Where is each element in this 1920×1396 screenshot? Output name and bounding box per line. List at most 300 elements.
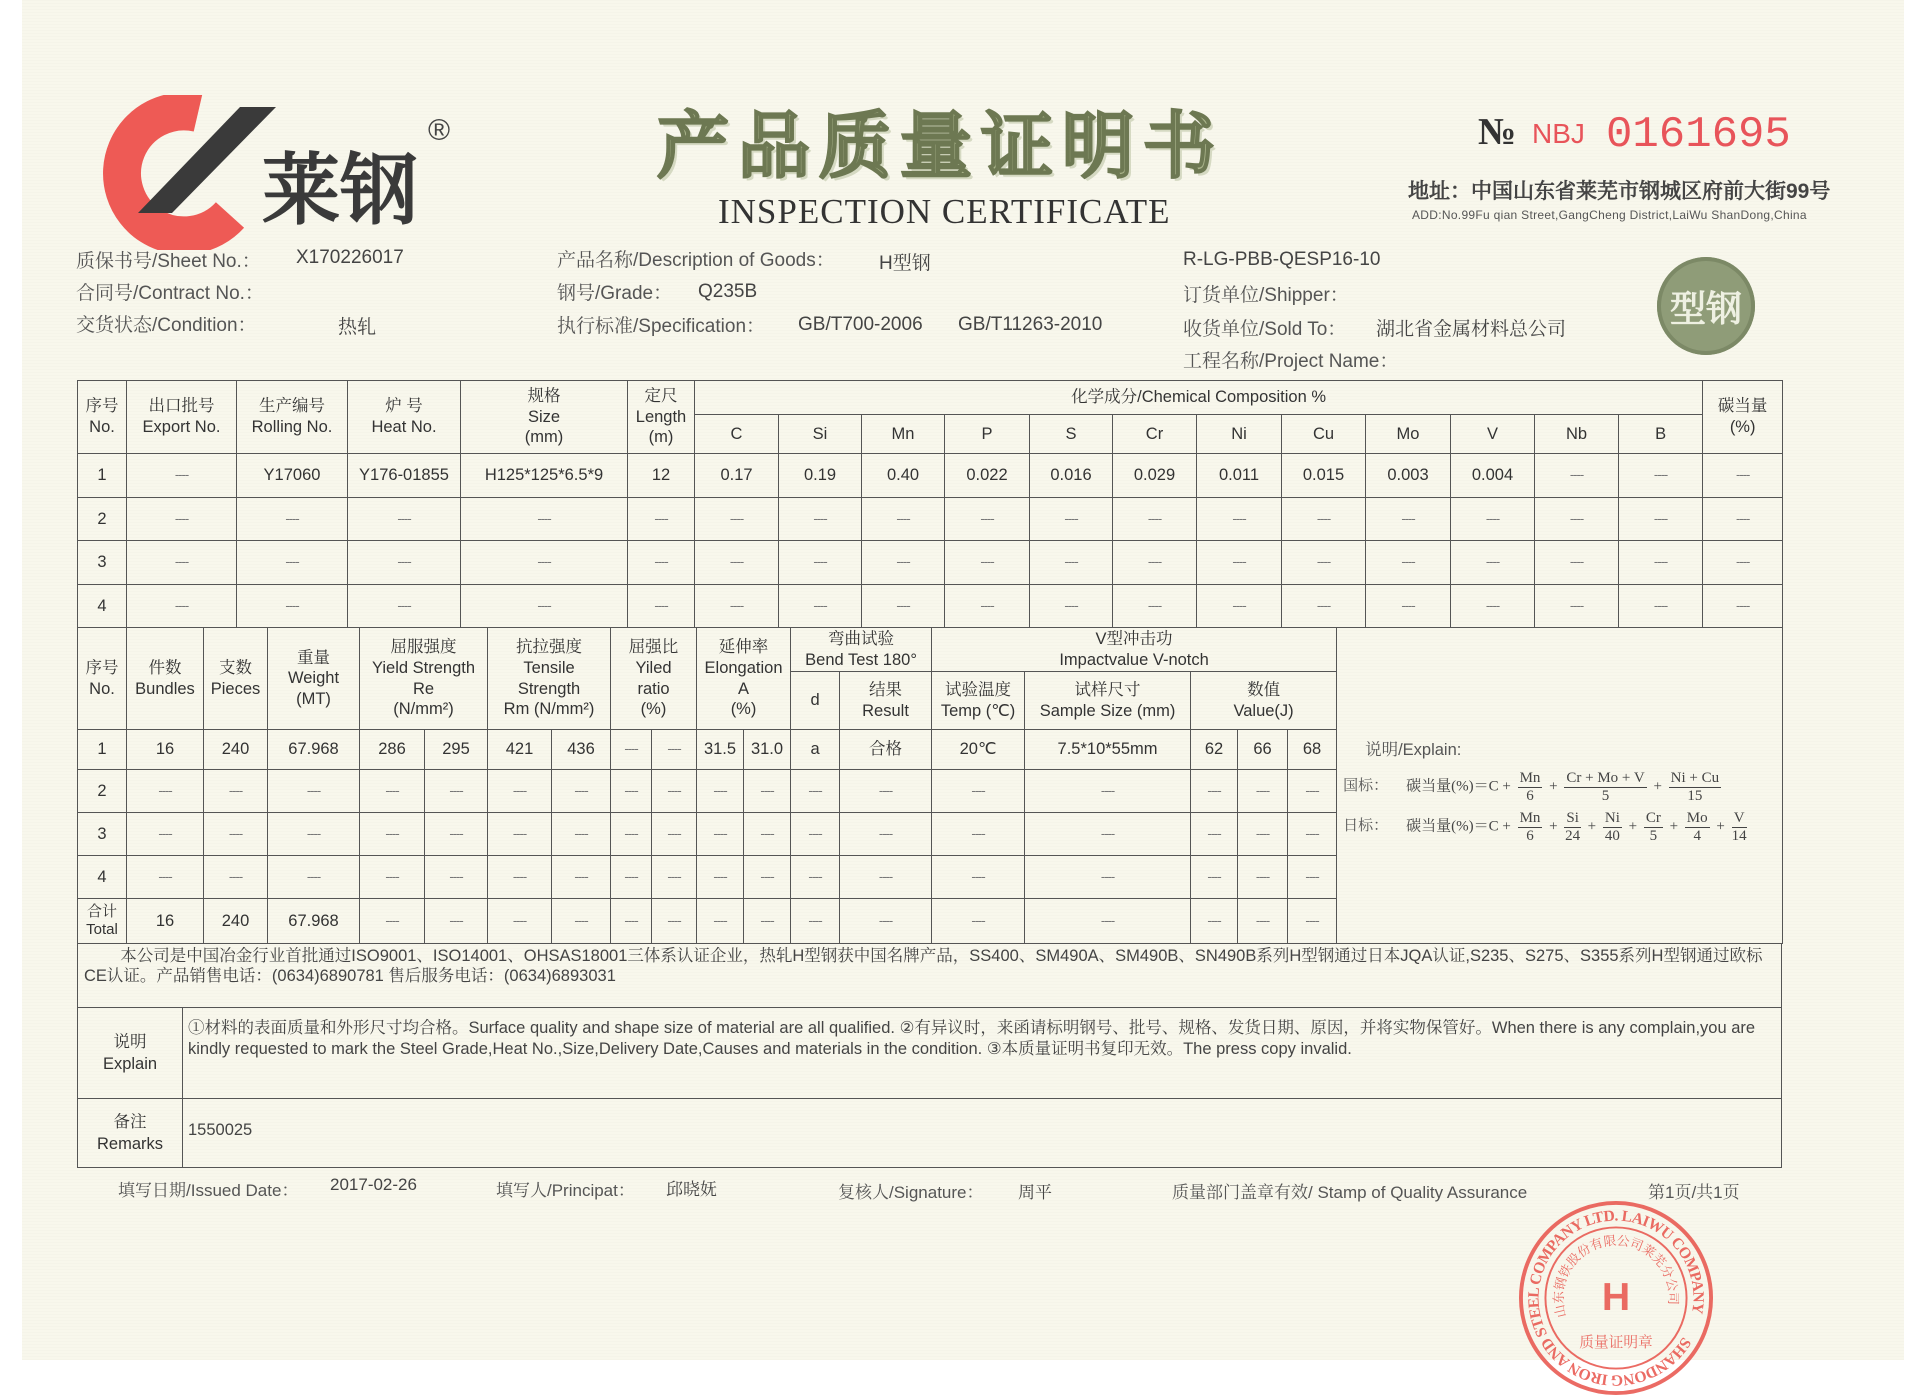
mech-cell: ---- [791, 856, 840, 899]
denominator: 40 [1604, 827, 1620, 844]
address-en: ADD:No.99Fu qian Street,GangCheng District,LaiWu ShanDong,China [1412, 208, 1807, 222]
mech-cell: ---- [1025, 813, 1191, 856]
chem-cell: ---- [1619, 498, 1703, 541]
chem-cell: ---- [1030, 541, 1113, 585]
formula-label: 日标： [1343, 817, 1389, 835]
mech-cell: ---- [127, 813, 204, 856]
chem-cell: ---- [1113, 498, 1197, 541]
mech-cell: ---- [425, 856, 488, 899]
mech-cell: 31.5 [697, 730, 744, 770]
mech-cell: ---- [611, 856, 652, 899]
chem-row [78, 498, 1783, 541]
remarks-label-cn: 备注 [113, 1112, 147, 1131]
grade-label: 钢号/Grade： [557, 283, 673, 304]
chem-cell: ---- [461, 585, 628, 628]
chem-cell: 0.022 [945, 454, 1030, 498]
numerator: Cr [1645, 810, 1661, 826]
mech-cell: ---- [360, 856, 425, 899]
header-carbon-equivalent: 碳当量 (%) [1703, 381, 1783, 454]
numerator: Si [1566, 810, 1579, 826]
chem-cell: 0.015 [1282, 454, 1366, 498]
fraction [1564, 770, 1646, 804]
formula-label: 国标： [1343, 777, 1389, 795]
registered-mark: ® [428, 114, 451, 147]
grade-value: Q235B [698, 281, 758, 302]
chem-cell: 0.011 [1197, 454, 1282, 498]
explain-text: ①材料的表面质量和外形尺寸均合格。Surface quality and shape size of material are all qualified. ②有异议时，来函请标明钢号、批号、规格、发货日期、原因，并将实物保管好。When there is any complain,you are kindly requested to mark the Steel Grade,Heat No.,Size,Delivery Date,Causes and materials in the condition. ③本质量证明书复印无效。The press copy invalid. [188, 1019, 1756, 1058]
mech-cell: ---- [697, 856, 744, 899]
mech-cell: ---- [791, 813, 840, 856]
chem-row [78, 541, 1783, 585]
mech-cell: 295 [425, 730, 488, 770]
chem-cell: 3 [78, 541, 127, 585]
denominator: 6 [1526, 827, 1534, 844]
mech-cell: 1 [78, 730, 127, 770]
header-export-no: 出口批号 Export No. [127, 381, 237, 454]
logo-text: 莱钢 [262, 146, 419, 236]
denominator: 14 [1731, 827, 1747, 844]
chem-cell: ---- [127, 541, 237, 585]
mech-cell: ---- [425, 770, 488, 813]
chem-cell: ---- [628, 541, 695, 585]
header-element-ni: Ni [1197, 415, 1282, 454]
mech-cell: 421 [488, 730, 552, 770]
mech-cell: ---- [268, 770, 360, 813]
header-bend-d: d [791, 672, 840, 730]
header-element-si: Si [779, 415, 862, 454]
header-bundles: 件数 Bundles [127, 628, 204, 730]
chem-cell: ---- [1619, 585, 1703, 628]
header-bend-result: 结果 Result [840, 672, 932, 730]
mech-cell: ---- [697, 770, 744, 813]
mech-cell: ---- [1288, 770, 1337, 813]
header-element-cu: Cu [1282, 415, 1366, 454]
chem-cell: ---- [1703, 541, 1783, 585]
numerator: Ni [1604, 810, 1620, 826]
title-cn: 产品质量证明书 [657, 104, 1225, 188]
mech-cell: 68 [1288, 730, 1337, 770]
chem-cell: ---- [1535, 541, 1619, 585]
mech-cell: 16 [127, 730, 204, 770]
mech-cell: ---- [652, 813, 697, 856]
mech-cell: ---- [932, 899, 1025, 944]
chem-cell: ---- [1030, 498, 1113, 541]
stamp-bottom: 质量证明章 [1579, 1334, 1653, 1351]
mech-cell: ---- [744, 899, 791, 944]
mech-cell: 67.968 [268, 899, 360, 944]
chem-cell: ---- [127, 585, 237, 628]
header-element-nb: Nb [1535, 415, 1619, 454]
chem-cell: ---- [1451, 585, 1535, 628]
denominator: 6 [1526, 787, 1534, 804]
chem-cell: Y176-01855 [348, 454, 461, 498]
address-cn: 地址：中国山东省莱芜市钢城区府前大街99号 [1408, 180, 1831, 203]
mech-cell: ---- [552, 856, 611, 899]
header-impact-value: V型冲击功 Impactvalue V-notch [932, 628, 1337, 672]
numerator: Mo [1686, 810, 1708, 826]
chem-cell: ---- [1282, 541, 1366, 585]
stamp-center: H [1601, 1275, 1631, 1319]
plus-sign: + [1649, 778, 1666, 795]
plus-sign: + [1498, 778, 1515, 795]
mech-cell: ---- [744, 856, 791, 899]
mech-cell: ---- [360, 813, 425, 856]
numerator: Cr + Mo + V [1566, 770, 1645, 786]
header-weight: 重量 Weight (MT) [268, 628, 360, 730]
mech-cell: ---- [204, 856, 268, 899]
chem-cell: ---- [779, 541, 862, 585]
chem-cell: ---- [127, 454, 237, 498]
carbon-equivalent-explain [1337, 628, 1783, 944]
mech-cell: ---- [1238, 856, 1288, 899]
mech-cell: a [791, 730, 840, 770]
chem-cell: ---- [945, 585, 1030, 628]
chem-cell: ---- [1535, 498, 1619, 541]
mech-cell: 3 [78, 813, 127, 856]
mech-cell: 合计 Total [78, 899, 127, 944]
laigang-logo-icon [80, 95, 280, 250]
denominator: 4 [1693, 827, 1701, 844]
mech-cell: ---- [360, 899, 425, 944]
fraction [1685, 810, 1710, 844]
mech-cell: ---- [360, 770, 425, 813]
remarks-value: 1550025 [188, 1121, 253, 1139]
signature-value: 周平 [1018, 1183, 1052, 1202]
formula-0 [1343, 770, 1750, 804]
chem-cell: ---- [1535, 585, 1619, 628]
stamp-inner-text: 山东钢铁股份有限公司莱芜分公司 [1552, 1233, 1680, 1319]
chem-row [78, 585, 1783, 628]
plus-sign: + [1583, 818, 1600, 835]
chem-cell: ---- [628, 585, 695, 628]
mech-cell: 合格 [840, 730, 932, 770]
chem-cell: 0.19 [779, 454, 862, 498]
header-length: 定尺 Length (m) [628, 381, 695, 454]
chem-cell: 2 [78, 498, 127, 541]
sheet-no-value: X170226017 [296, 247, 404, 268]
mech-cell: ---- [488, 899, 552, 944]
quality-stamp-icon [1516, 1200, 1716, 1396]
mech-cell: ---- [204, 813, 268, 856]
chem-cell: 0.029 [1113, 454, 1197, 498]
formula-list [1343, 770, 1750, 850]
fraction [1518, 770, 1543, 804]
chem-cell: ---- [628, 498, 695, 541]
sheet-no-label: 质保书号/Sheet No.： [76, 251, 261, 272]
header-element-cr: Cr [1113, 415, 1197, 454]
header-pieces: 支数 Pieces [204, 628, 268, 730]
mechanical-properties-table [77, 627, 1783, 944]
chem-cell: 0.016 [1030, 454, 1113, 498]
fraction [1669, 770, 1721, 804]
chem-cell: ---- [945, 498, 1030, 541]
chem-cell: ---- [1197, 498, 1282, 541]
mech-cell: ---- [1191, 770, 1238, 813]
principal-label: 填写人/Principat： [496, 1181, 635, 1200]
chem-cell: 12 [628, 454, 695, 498]
mech-cell: 31.0 [744, 730, 791, 770]
chem-cell: ---- [1366, 498, 1451, 541]
mech-cell: ---- [1238, 899, 1288, 944]
chem-cell: H125*125*6.5*9 [461, 454, 628, 498]
chem-cell: ---- [461, 541, 628, 585]
chem-cell: ---- [237, 498, 348, 541]
chem-cell: ---- [1703, 585, 1783, 628]
chem-cell: ---- [237, 541, 348, 585]
plus-sign: + [1498, 818, 1515, 835]
remarks-label [78, 1098, 183, 1167]
header-heat-no: 炉 号 Heat No. [348, 381, 461, 454]
sold-to-value: 湖北省金属材料总公司 [1376, 319, 1567, 340]
header-element-c: C [695, 415, 779, 454]
header-element-mo: Mo [1366, 415, 1451, 454]
fraction [1644, 810, 1663, 844]
mech-cell: ---- [1238, 813, 1288, 856]
mech-cell: ---- [652, 856, 697, 899]
plus-sign: + [1624, 818, 1641, 835]
mech-cell: ---- [744, 770, 791, 813]
description-label: 产品名称/Description of Goods： [557, 250, 835, 271]
chem-cell: ---- [1451, 541, 1535, 585]
header-bend-test: 弯曲试验 Bend Test 180° [791, 628, 932, 672]
header-sample-size: 试样尺寸 Sample Size (mm) [1025, 672, 1191, 730]
explain-row [77, 1007, 1782, 1099]
company-notes: 本公司是中国冶金行业首批通过ISO9001、ISO14001、OHSAS18001三体系认证企业，热轧H型钢获中国名牌产品，SS400、SM490A、SM490B、SN490B系列H型钢通过日本JQA认证,S235、S275、S355系列H型钢通过欧标CE认证。产品销售电话：(0634)6890781 售后服务电话：(0634)6893031 [77, 943, 1782, 1008]
chem-cell: 0.004 [1451, 454, 1535, 498]
header-yield-ratio: 屈强比 Yiled ratio (%) [611, 628, 697, 730]
remarks-label-en: Remarks [96, 1134, 163, 1153]
stamp-label: 质量部门盖章有效/ Stamp of Quality Assurance [1172, 1183, 1528, 1202]
plus-sign: + [1712, 818, 1729, 835]
fraction [1564, 810, 1581, 844]
signature-label: 复核人/Signature： [838, 1183, 984, 1202]
mech-cell: ---- [791, 899, 840, 944]
denominator: 24 [1565, 827, 1581, 844]
fraction [1518, 810, 1543, 844]
mech-cell: ---- [840, 770, 932, 813]
chem-cell: ---- [695, 541, 779, 585]
chem-cell: 4 [78, 585, 127, 628]
mech-cell: ---- [1025, 899, 1191, 944]
section-steel-seal-icon [1657, 257, 1755, 355]
mech-cell: ---- [1288, 856, 1337, 899]
mech-cell: ---- [611, 813, 652, 856]
chem-cell: ---- [1366, 541, 1451, 585]
mech-cell: ---- [488, 813, 552, 856]
formula-lhs: 碳当量(%)＝C [1406, 778, 1499, 795]
numerator: Mn [1519, 810, 1541, 826]
chem-cell: ---- [348, 585, 461, 628]
mech-cell: ---- [127, 770, 204, 813]
chem-cell: ---- [1282, 498, 1366, 541]
certificate-number: 0161695 [1606, 110, 1791, 160]
chem-cell: ---- [1030, 585, 1113, 628]
header-test-temp: 试验温度 Temp (℃) [932, 672, 1025, 730]
title-en: INSPECTION CERTIFICATE [718, 192, 1171, 231]
mech-cell: ---- [1238, 770, 1288, 813]
mech-cell: ---- [1025, 856, 1191, 899]
description-value: H型钢 [879, 253, 931, 274]
mech-cell: ---- [204, 770, 268, 813]
mech-cell: ---- [552, 813, 611, 856]
mech-cell: 62 [1191, 730, 1238, 770]
chem-cell: ---- [1282, 585, 1366, 628]
explain-label: 说明/Explain: [1365, 741, 1462, 759]
chem-cell: ---- [862, 541, 945, 585]
header-no: 序号 No. [78, 381, 127, 454]
mech-cell: ---- [932, 770, 1025, 813]
sold-to-label: 收货单位/Sold To： [1183, 319, 1347, 340]
issued-date-value: 2017-02-26 [330, 1175, 417, 1194]
chem-cell: ---- [237, 585, 348, 628]
fraction [1732, 810, 1747, 844]
chem-cell: ---- [1113, 541, 1197, 585]
mech-cell: ---- [268, 856, 360, 899]
issued-date-label: 填写日期/Issued Date： [118, 1181, 299, 1200]
header-element-mn: Mn [862, 415, 945, 454]
mech-cell: 240 [204, 730, 268, 770]
project-name-label: 工程名称/Project Name： [1183, 351, 1399, 372]
header-element-p: P [945, 415, 1030, 454]
chem-cell: ---- [862, 498, 945, 541]
chem-cell: ---- [862, 585, 945, 628]
explain-row-label-cn: 说明 [113, 1033, 147, 1051]
mech-cell: ---- [1191, 813, 1238, 856]
condition-value: 热轧 [338, 317, 377, 338]
chem-cell: ---- [695, 585, 779, 628]
mech-cell: 436 [552, 730, 611, 770]
chem-cell: 0.17 [695, 454, 779, 498]
mech-cell: ---- [652, 770, 697, 813]
mech-cell: ---- [552, 770, 611, 813]
header-size: 规格 Size (mm) [461, 381, 628, 454]
chem-cell: ---- [779, 585, 862, 628]
mech-cell: ---- [840, 813, 932, 856]
fraction [1603, 810, 1622, 844]
mech-cell: 240 [204, 899, 268, 944]
header-impact-values: 数值 Value(J) [1191, 672, 1337, 730]
header-element-v: V [1451, 415, 1535, 454]
chem-cell: ---- [348, 541, 461, 585]
mech-cell: 16 [127, 899, 204, 944]
mech-cell: 286 [360, 730, 425, 770]
header-no: 序号 No. [78, 628, 127, 730]
chemical-composition-table [77, 380, 1783, 628]
header-element-s: S [1030, 415, 1113, 454]
mech-cell: ---- [268, 813, 360, 856]
denominator: 5 [1649, 827, 1658, 844]
chem-cell: ---- [461, 498, 628, 541]
specification-value-1: GB/T700-2006 [798, 314, 923, 335]
header-element-b: B [1619, 415, 1703, 454]
chem-cell: ---- [1197, 585, 1282, 628]
header-tensile-strength: 抗拉强度 Tensile Strength Rm (N/mm²) [488, 628, 611, 730]
mech-cell: ---- [840, 856, 932, 899]
mech-cell: ---- [652, 730, 697, 770]
mech-cell: ---- [1288, 813, 1337, 856]
chem-cell: Y17060 [237, 454, 348, 498]
mech-cell: ---- [1191, 856, 1238, 899]
stamp-ring-text: SHANDONG IRON AND STEEL COMPANY LTD. LAIWU COMPANY [1525, 1207, 1707, 1389]
mech-cell: 4 [78, 856, 127, 899]
mech-cell: 66 [1238, 730, 1288, 770]
mech-cell: ---- [791, 770, 840, 813]
chem-cell: ---- [127, 498, 237, 541]
mech-cell: ---- [1191, 899, 1238, 944]
chem-cell: 1 [78, 454, 127, 498]
shipper-label: 订货单位/Shipper： [1183, 285, 1349, 306]
chem-cell: ---- [1535, 454, 1619, 498]
chem-cell: ---- [779, 498, 862, 541]
chem-cell: ---- [1197, 541, 1282, 585]
header-yield-strength: 屈服强度 Yield Strength Re (N/mm²) [360, 628, 488, 730]
header-elongation: 延伸率 Elongation A (%) [697, 628, 791, 730]
chem-cell: 0.40 [862, 454, 945, 498]
chem-cell: ---- [348, 498, 461, 541]
contract-no-label: 合同号/Contract No.： [76, 283, 264, 304]
mech-cell: ---- [611, 730, 652, 770]
chem-row [78, 454, 1783, 498]
mech-cell: ---- [488, 770, 552, 813]
mech-cell: ---- [932, 856, 1025, 899]
chem-cell: ---- [1619, 541, 1703, 585]
chem-cell: ---- [1703, 498, 1783, 541]
plus-sign: + [1545, 818, 1562, 835]
mech-cell: ---- [932, 813, 1025, 856]
document-code: R-LG-PBB-QESP16-10 [1183, 249, 1381, 270]
header-rolling-no: 生产编号 Rolling No. [237, 381, 348, 454]
number-prefix: NBJ [1532, 118, 1585, 149]
chem-cell: ---- [1113, 585, 1197, 628]
mech-cell: ---- [1288, 899, 1337, 944]
mech-cell: ---- [652, 899, 697, 944]
mech-cell: 67.968 [268, 730, 360, 770]
seal-text: 型钢 [1669, 288, 1742, 330]
mech-cell: ---- [611, 899, 652, 944]
denominator: 15 [1687, 787, 1703, 804]
chem-cell: ---- [945, 541, 1030, 585]
mech-cell: ---- [744, 813, 791, 856]
principal-value: 邱晓妩 [666, 1180, 717, 1199]
numerator: Ni + Cu [1670, 770, 1720, 786]
mech-cell: ---- [611, 770, 652, 813]
number-label: № [1478, 111, 1517, 153]
mech-cell: 2 [78, 770, 127, 813]
mech-cell: ---- [552, 899, 611, 944]
mech-cell: ---- [425, 813, 488, 856]
numerator: Mn [1519, 770, 1541, 786]
formula-lhs: 碳当量(%)＝C [1406, 818, 1499, 835]
chem-cell: ---- [1366, 585, 1451, 628]
mech-cell: ---- [488, 856, 552, 899]
denominator: 5 [1601, 787, 1610, 804]
numerator: V [1733, 810, 1745, 826]
mech-cell: ---- [1025, 770, 1191, 813]
mech-cell: ---- [697, 899, 744, 944]
chem-cell: ---- [1451, 498, 1535, 541]
plus-sign: + [1545, 778, 1562, 795]
chem-cell: ---- [1619, 454, 1703, 498]
header-chemical-composition: 化学成分/Chemical Composition % [695, 381, 1703, 415]
mech-cell: ---- [697, 813, 744, 856]
mech-cell: ---- [840, 899, 932, 944]
mech-cell: 7.5*10*55mm [1025, 730, 1191, 770]
chem-cell: 0.003 [1366, 454, 1451, 498]
specification-value-2: GB/T11263-2010 [958, 314, 1103, 335]
mech-cell: ---- [425, 899, 488, 944]
explain-row-label [78, 1008, 183, 1098]
remarks-row [77, 1098, 1782, 1168]
